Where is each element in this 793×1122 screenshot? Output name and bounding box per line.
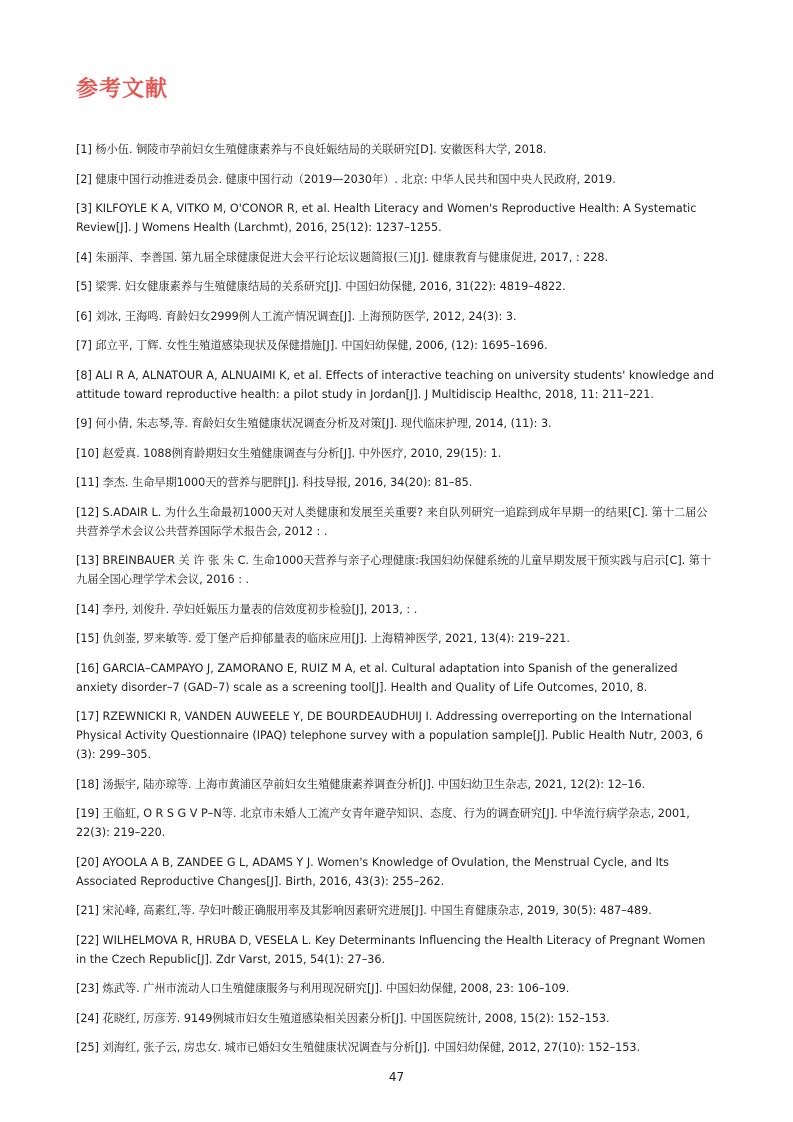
reference-list [76,140,718,1068]
reference-item: [19] 王临虹, O R S G V P–N等. 北京市未婚人工流产女青年避孕知识、态度、行为的调查研究[J]. 中华流行病学杂志, 2001, 22(3): 219–220. [76,807,690,839]
reference-item: [22] WILHELMOVA R, HRUBA D, VESELA L. Key Determinants Influencing the Health Literacy of Pregnant Women in the Czech Republic[J]. Zdr Varst, 2015, 54(1): 27–36. [76,933,706,966]
reference-item: [13] BREINBAUER 关 许 张 朱 C. 生命1000天营养与亲子心理健康:我国妇幼保健系统的儿童早期发展干预实践与启示[C]. 第十九届全国心理学学术会议, 2016 : . [76,554,712,586]
reference-item: [14] 李丹, 刘俊升. 孕妇妊娠压力量表的信效度初步检验[J], 2013, : . [76,602,418,616]
reference-item: [25] 刘海红, 张子云, 房忠女. 城市已婚妇女生殖健康状况调查与分析[J]. 中国妇幼保健, 2012, 27(10): 152–153. [76,1041,641,1054]
reference-item: [18] 汤振宇, 陆亦琼等. 上海市黄浦区孕前妇女生殖健康素养调查分析[J]. 中国妇幼卫生杂志, 2021, 12(2): 12–16. [76,777,646,791]
reference-item: [24] 花晓红, 厉彦芳. 9149例城市妇女生殖道感染相关因素分析[J]. 中国医院统计, 2008, 15(2): 152–153. [76,1011,610,1025]
reference-item: [17] RZEWNICKI R, VANDEN AUWEELE Y, DE BOURDEAUDHUIJ I. Addressing overreporting on the International Physical Activity Questionnaire (IPAQ) telephone survey with a population sample[J]. Public Health Nutr, 2003, 6 (3): 299–305. [76,710,704,761]
reference-item: [4] 朱丽萍、李善国. 第九届全球健康促进大会平行论坛议题简报(三)[J]. 健康教育与健康促进, 2017, : 228. [76,250,609,264]
page-number: 47 [388,1070,405,1084]
reference-item: [5] 梁霁. 妇女健康素养与生殖健康结局的关系研究[J]. 中国妇幼保健, 2016, 31(22): 4819–4822. [76,280,566,293]
reference-item: [7] 邱立平, 丁辉. 女性生殖道感染现状及保健措施[J]. 中国妇幼保健, 2006, (12): 1695–1696. [76,339,548,352]
reference-item: [3] KILFOYLE K A, VITKO M, O'CONOR R, et al. Health Literacy and Women's Reproductive Health: A Systematic Review[J]. J Womens Health (Larchmt), 2016, 25(12): 1237–1255. [76,202,697,234]
reference-item: [15] 仇剑崟, 罗来敏等. 爱丁堡产后抑郁量表的临床应用[J]. 上海精神医学, 2021, 13(4): 219–221. [76,632,570,645]
reference-item: [12] S.ADAIR L. 为什么生命最初1000天对人类健康和发展至关重要? 来自队列研究一追踪到成年早期一的结果[C]. 第十二届公共营养学术会议公共营养国际学术报告会, 2012 : . [76,505,708,538]
reference-item: [8] ALI R A, ALNATOUR A, ALNUAIMI K, et al. Effects of interactive teaching on university students' knowledge and attitude toward reproductive health: a pilot study in Jordan[J]. J Multidiscip Healthc, 2018, 11: 211–221. [76,368,715,401]
reference-item: [9] 何小倩, 朱志琴,等. 育龄妇女生殖健康状况调查分析及对策[J]. 现代临床护理, 2014, (11): 3. [76,417,552,430]
reference-item: [1] 杨小伍. 铜陵市孕前妇女生殖健康素养与不良妊娠结局的关联研究[D]. 安徽医科大学, 2018. [76,143,547,156]
reference-item: [2] 健康中国行动推进委员会. 健康中国行动（2019—2030年）. 北京: 中华人民共和国中央人民政府, 2019. [76,172,616,186]
reference-item: [6] 刘冰, 王海鸣. 育龄妇女2999例人工流产情况调查[J]. 上海预防医学, 2012, 24(3): 3. [76,309,517,323]
reference-item: [16] GARCIA–CAMPAYO J, ZAMORANO E, RUIZ M A, et al. Cultural adaptation into Spanish of the generalized anxiety disorder–7 (GAD–7) scale as a screening tool[J]. Health and Quality of Life Outcomes, 2010, 8. [76,661,678,694]
reference-item: [20] AYOOLA A B, ZANDEE G L, ADAMS Y J. Women's Knowledge of Ovulation, the Menstrual Cycle, and Its Associated Reproductive Changes[J]. Birth, 2016, 43(3): 255–262. [76,855,670,888]
section-heading: 参考文献 [76,77,169,102]
reference-item: [23] 炼武等. 广州市流动人口生殖健康服务与利用现况研究[J]. 中国妇幼保健, 2008, 23: 106–109. [76,982,570,995]
reference-item: [21] 宋沁峰, 高素红,等. 孕妇叶酸正确服用率及其影响因素研究进展[J]. 中国生育健康杂志, 2019, 30(5): 487–489. [76,904,652,917]
reference-item: [10] 赵爱真. 1088例育龄期妇女生殖健康调查与分析[J]. 中外医疗, 2010, 29(15): 1. [76,446,502,460]
reference-item: [11] 李杰. 生命早期1000天的营养与肥胖[J]. 科技导报, 2016, 34(20): 81–85. [76,476,473,489]
